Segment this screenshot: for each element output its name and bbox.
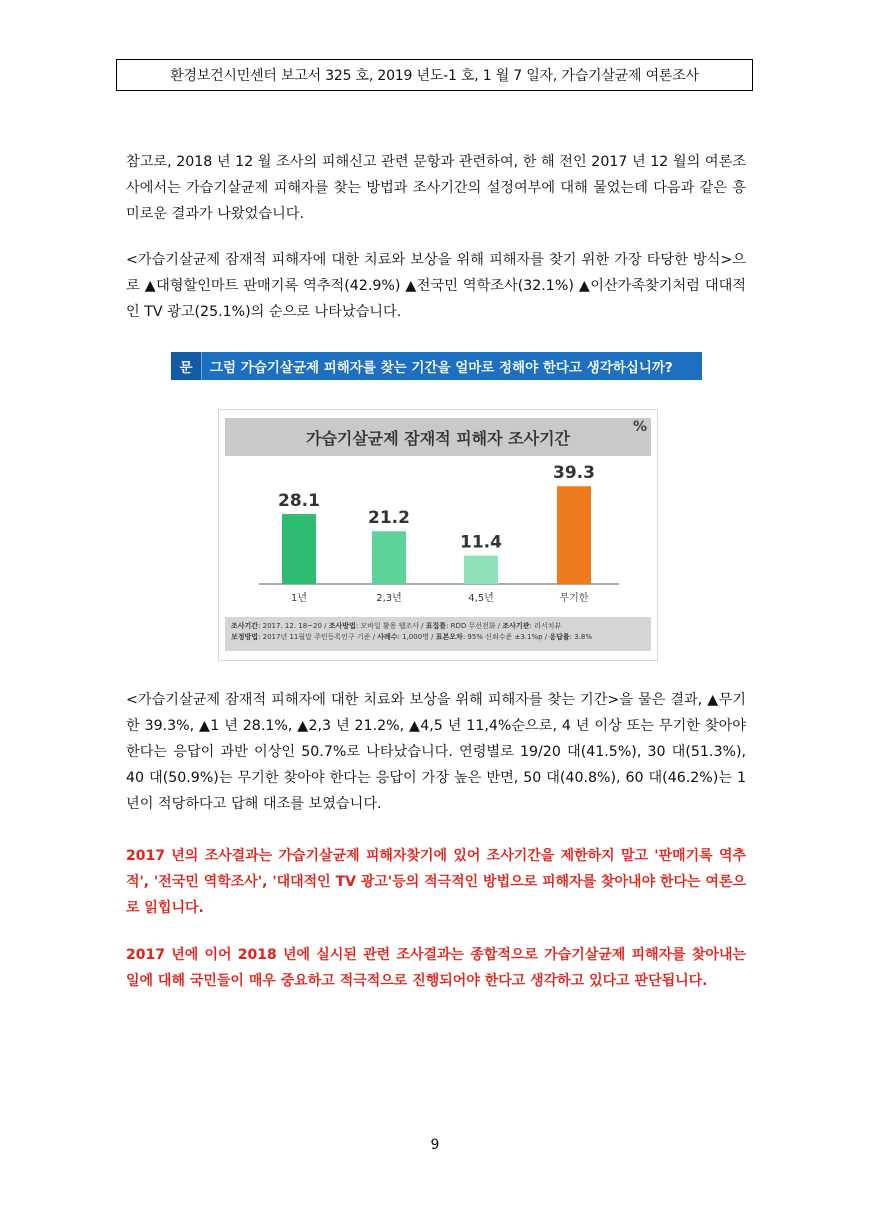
- report-header-title: 환경보건시민센터 보고서 325 호, 2019 년도-1 호, 1 월 7 일자, 가습기살균제 여론조사: [170, 68, 699, 84]
- paragraph-search-method: <가습기살균제 잠재적 피해자에 대한 치료와 보상을 위해 피해자를 찾기 위한 가장 타당한 방식>으로 ▲대형할인마트 판매기록 역추적(42.9%) ▲전국민 역학조사(32.1%) ▲이산가족찾기처럼 대대적인 TV 광고(25.1%)의 순으로 나타났습니다.: [126, 252, 746, 320]
- survey-notes: [225, 617, 651, 651]
- bar-value-label-1: 28.1: [278, 491, 320, 512]
- question-text: 그럼 가습기살균제 피해자를 찾는 기간을 얼마로 정해야 한다고 생각하십니까?: [210, 360, 673, 376]
- survey-notes-line-2: 보정방법: 2017년 11월말 주민등록인구 기준 / 사례수: 1,000명 / 표본오차: 95% 신뢰수준 ±3.1%p / 응답률: 3.8%: [231, 633, 593, 641]
- paragraph-conclusion-2018: 2017 년에 이어 2018 년에 실시된 관련 조사결과는 종합적으로 가습기살균제 피해자를 찾아내는 일에 대해 국민들이 매우 중요하고 적극적으로 진행되어야 한다고 생각하고 있다고 판단됩니다.: [126, 947, 746, 989]
- bar-4: [557, 486, 591, 584]
- question-bar: [171, 352, 702, 380]
- survey-figure: [171, 352, 702, 664]
- paragraph-intro: 참고로, 2018 년 12 월 조사의 피해신고 관련 문항과 관련하여, 한 해 전인 2017 년 12 월의 여론조사에서는 가습기살균제 피해자를 찾는 방법과 조사기간의 설정여부에 대해 물었는데 다음과 같은 흥미로운 결과가 나왔었습니다.: [126, 154, 746, 222]
- chart-frame: [218, 409, 658, 661]
- report-header: [116, 59, 753, 91]
- category-label-3: 4,5년: [468, 593, 494, 604]
- bar-value-label-4: 39.3: [553, 463, 595, 484]
- bar-value-label-2: 21.2: [368, 508, 410, 529]
- page-number: 9: [430, 1137, 440, 1153]
- paragraph-period-result: <가습기살균제 잠재적 피해자에 대한 치료와 보상을 위해 피해자를 찾는 기간>을 물은 결과, ▲무기한 39.3%, ▲1 년 28.1%, ▲2,3 년 21.2%, ▲4,5 년 11,4%순으로, 4 년 이상 또는 무기한 찾아야 한다는 응답이 과반 이상인 50.7%로 나타났습니다. 연령별로 19/20 대(41.5%), 30 대(51.3%), 40 대(50.9%)는 무기한 찾아야 한다는 응답이 가장 높은 반면, 50 대(40.8%), 60 대(46.2%)는 1 년이 적당하다고 답해 대조를 보였습니다.: [126, 692, 746, 812]
- category-label-1: 1년: [290, 593, 308, 604]
- bar-3: [464, 556, 498, 584]
- category-label-2: 2,3년: [376, 593, 402, 604]
- bar-value-label-3: 11.4: [460, 532, 502, 553]
- bar-chart: [219, 458, 657, 623]
- percent-mark: %: [632, 419, 647, 435]
- chart-title: 가습기살균제 잠재적 피해자 조사기간: [225, 418, 651, 456]
- category-label-4: 무기한: [559, 593, 589, 604]
- survey-notes-line-1: 조사기간: 2017. 12. 18~20 / 조사방법: 모바일 활용 웹조사 / 표집틀: RDD 무선전화 / 조사기관: 리서치뷰: [231, 622, 562, 630]
- bar-1: [282, 514, 316, 584]
- paragraph-conclusion-2017: 2017 년의 조사결과는 가습기살균제 피해자찾기에 있어 조사기간을 제한하지 말고 '판매기록 역추적', '전국민 역학조사', '대대적인 TV 광고'등의 적극적인 방법으로 피해자를 찾아내야 한다는 여론으로 읽힙니다.: [126, 848, 746, 916]
- question-label: 문: [171, 352, 202, 380]
- bar-2: [372, 531, 406, 584]
